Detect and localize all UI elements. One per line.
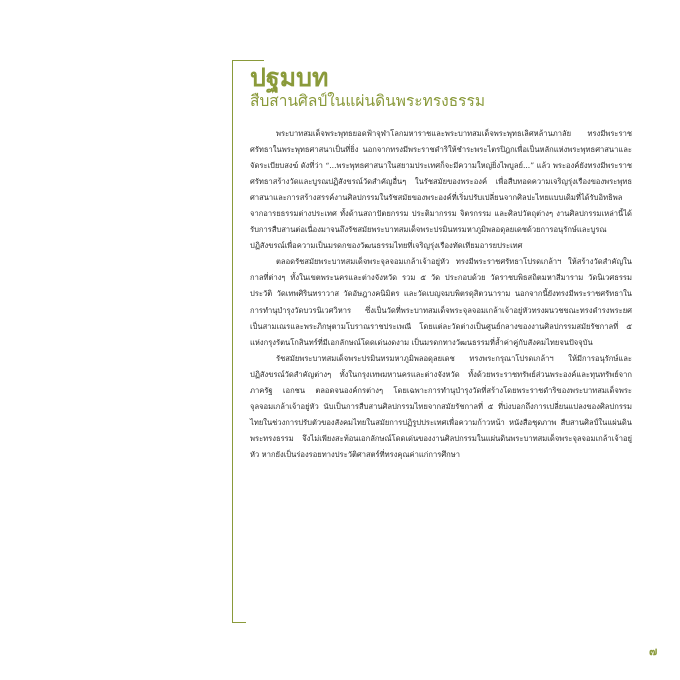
chapter-subtitle: สืบสานศิลป์ในแผ่นดินพระทรงธรรม [250, 92, 486, 110]
frame-bottom-rule [232, 622, 246, 623]
page-number: ๗ [649, 645, 658, 658]
body-paragraph: ตลอดรัชสมัยพระบาทสมเด็จพระจุลจอมเกล้าเจ้าอยู่หัว ทรงมีพระราชศรัทธาโปรดเกล้าฯ ให้สร้างวัดสำคัญในกาลที่ต่างๆ ทั้งในเขตพระนครและต่างจังหวัด รวม ๕ วัด ประกอบด้วย วัดราชบพิธสถิตมหาสีมาราม วัดนิเวศธรรมประวัติ วัดเทพศิรินทราวาส วัดอัษฎางคนิมิตร และวัดเบญจมบพิตรดุสิตวนาราม นอกจากนี้ยังทรงมีพระราชศรัทธาในการทำนุบำรุงวัดบวรนิเวศวิหาร ซึ่งเป็นวัดที่พระบาทสมเด็จพระจุลจอมเกล้าเจ้าอยู่หัวทรงผนวชขณะทรงดำรงพระยศเป็นสามเณรและพระภิกษุตามโบราณราชประเพณี โดยแต่ละวัดต่างเป็นศูนย์กลางของงานศิลปกรรมสมัยรัชกาลที่ ๕ แห่งกรุงรัตนโกสินทร์ที่มีเอกลักษณ์โดดเด่นงดงาม เป็นมรดกทางวัฒนธรรมที่ล้ำค่าคู่กับสังคมไทยจนปัจจุบัน [250, 257, 632, 347]
body-text [250, 126, 632, 463]
frame-left-rule [232, 60, 233, 623]
body-paragraph: รัชสมัยพระบาทสมเด็จพระปรมินทรมหาภูมิพลอดุลยเดช ทรงพระกรุณาโปรดเกล้าฯ ให้มีการอนุรักษ์และปฏิสังขรณ์วัดสำคัญต่างๆ ทั้งในกรุงเทพมหานครและต่างจังหวัด ทั้งด้วยพระราชทรัพย์ส่วนพระองค์และทุนทรัพย์จากภาครัฐ เอกชน ตลอดจนองค์กรต่างๆ โดยเฉพาะการทำนุบำรุงวัดที่สร้างโดยพระราชดำริของพระบาทสมเด็จพระจุลจอมเกล้าเจ้าอยู่หัว นับเป็นการสืบสานศิลปกรรมไทยจากสมัยรัชกาลที่ ๕ ที่บ่งบอกถึงการเปลี่ยนแปลงของศิลปกรรมไทยในช่วงการปรับตัวของสังคมไทยในสมัยการปฏิรูปประเทศเพื่อความก้าวหน้า หนังสือชุดภาพ สืบสานศิลป์ในแผ่นดินพระทรงธรรม จึงไม่เพียงสะท้อนเอกลักษณ์โดดเด่นของงานศิลปกรรมในแผ่นดินพระบาทสมเด็จพระจุลจอมเกล้าเจ้าอยู่หัว หากยังเป็นร่องรอยทางประวัติศาสตร์ที่ทรงคุณค่าแก่การศึกษา [250, 353, 632, 459]
chapter-title: ปฐมบท [250, 63, 329, 92]
body-paragraph: พระบาทสมเด็จพระพุทธยอดฟ้าจุฬาโลกมหาราชและพระบาทสมเด็จพระพุทธเลิศหล้านภาลัย ทรงมีพระราชศรัทธาในพระพุทธศาสนาเป็นที่ยิ่ง นอกจากทรงมีพระราชดำริให้ชำระพระไตรปิฎกเพื่อเป็นหลักแห่งพระพุทธศาสนาและจัดระเบียบสงฆ์ ดังที่ว่า “...พระพุทธศาสนาในสยามประเทศก็จะมีความใหญ่ยิ่งไพบูลย์...” แล้ว พระองค์ยังทรงมีพระราชศรัทธาสร้างวัดและบูรณปฏิสังขรณ์วัดสำคัญอื่นๆ ในรัชสมัยของพระองค์ เพื่อสืบทอดความเจริญรุ่งเรืองของพระพุทธศาสนาและการสร้างสรรค์งานศิลปกรรมในรัชสมัยของพระองค์ที่เริ่มปรับเปลี่ยนจากศิลปะไทยแบบเดิมที่ได้รับอิทธิพลจากอารยธรรมต่างประเทศ ทั้งด้านสถาปัตยกรรม ประติมากรรม จิตรกรรม และศิลปวัตถุต่างๆ งานศิลปกรรมเหล่านี้ได้รับการสืบสานต่อเนื่องมาจนถึงรัชสมัยพระบาทสมเด็จพระปรมินทรมหาภูมิพลอดุลยเดชด้วยการอนุรักษ์และบูรณปฏิสังขรณ์เพื่อความเป็นมรดกของวัฒนธรรมไทยที่เจริญรุ่งเรืองทัดเทียมอารยประเทศ [250, 129, 632, 251]
frame-top-rule [232, 60, 264, 61]
